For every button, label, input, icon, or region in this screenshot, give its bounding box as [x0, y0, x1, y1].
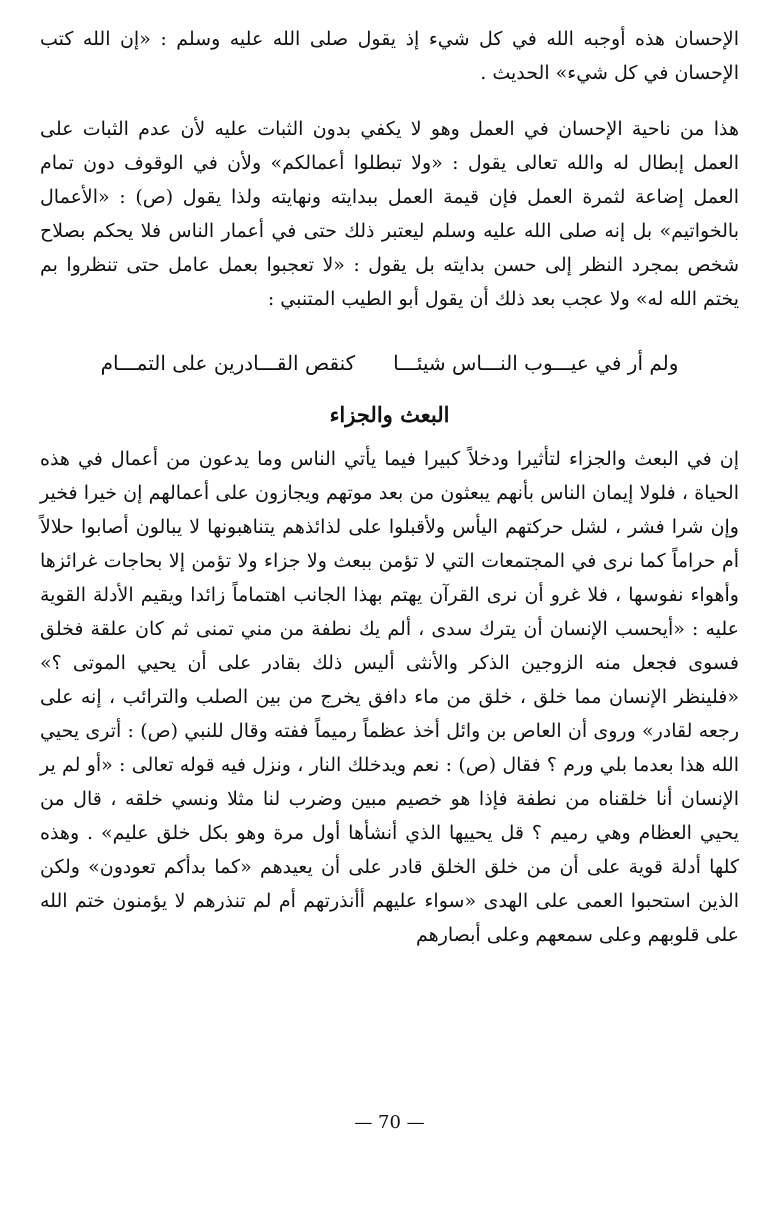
verse-second-hemistich: كنقص القـــادرين على التمـــام	[100, 351, 356, 375]
section-heading: البعث والجزاء	[329, 402, 450, 427]
paragraph-ihsan-continuation: الإحسان هذه أوجبه الله في كل شيء إذ يقول صلى الله عليه وسلم : «إن الله كتب الإحسان في كل شيء» الحديث .	[40, 28, 739, 84]
paragraph-perseverance: هذا من ناحية الإحسان في العمل وهو لا يكفي بدون الثبات عليه لأن عدم الثبات على العمل إبطال له والله تعالى يقول : «ولا تبطلوا أعمالكم» ولأن في الوقوف دون تمام العمل إضاعة لثمرة العمل فإن قيمة العمل ببدايته ونهايته ولذا يقول (ص) : «الأعمال بالخواتيم» بل إنه صلى الله عليه وسلم ليعتبر ذلك حتى في أعمار الناس فلا يحكم بصلاح شخص بمجرد النظر إلى حسن بدايته بل يقول : «لا تعجبوا بعمل عامل حتى تنظروا بم يختم الله له» ولا عجب بعد ذلك أن يقول أبو الطيب المتنبي :	[40, 118, 739, 310]
paragraph-resurrection: إن في البعث والجزاء لتأثيرا ودخلاً كبيرا فيما يأتي الناس وما يدعون من أعمال في هذه الحياة ، فلولا إيمان الناس بأنهم يبعثون من بعد موتهم ويجازون على أعمالهم إن خيرا فخير وإن شرا فشر ، لشل حركتهم اليأس ولأقبلوا على لذائذهم يتناهبونها لا يبالون أصابوا حلالاً أم حراماً كما نرى في المجتمعات التي لا تؤمن ببعث ولا جزاء ولا تؤمن إلا بحاجات غرائزها وأهواء نفوسها ، فلا غرو أن نرى القرآن يهتم بهذا الجانب اهتماماً زائدا ويقيم الأدلة القوية عليه : «أيحسب الإنسان أن يترك سدى ، ألم يك نطفة من مني تمنى ثم كان علقة فخلق فسوى فجعل منه الزوجين الذكر والأنثى أليس ذلك بقادر على أن يحيي الموتى ؟» «فلينظر الإنسان مما خلق ، خلق من ماء دافق يخرج من بين الصلب والترائب ، إنه على رجعه لقادر» وروى أن العاص بن وائل أخذ عظماً رميماً ففته وقال للنبي (ص) : أترى يحيي الله هذا بعدما بلي ورم ؟ فقال (ص) : نعم ويدخلك النار ، ونزل فيه قوله تعالى : «أو لم ير الإنسان أنا خلقناه من نطفة فإذا هو خصيم مبين وضرب لنا مثلا ونسي خلقه ، قال من يحيي العظام وهي رميم ؟ قل يحييها الذي أنشأها أول مرة وهو بكل خلق عليم» . وهذه كلها أدلة قوية على أن من خلق الخلق قادر على أن يعيدهم «كما بدأكم تعودون» ولكن الذين استحبوا العمى على الهدى «سواء عليهم أأنذرتهم أم لم تنذرهم لا يؤمنون ختم الله على قلوبهم وعلى سمعهم وعلى أبصارهم	[40, 448, 739, 946]
verse-first-hemistich: ولم أر في عيـــوب النـــاس شيئـــا	[393, 351, 679, 375]
page-number: — 70 —	[354, 1112, 425, 1133]
poetry-verse	[40, 346, 739, 380]
